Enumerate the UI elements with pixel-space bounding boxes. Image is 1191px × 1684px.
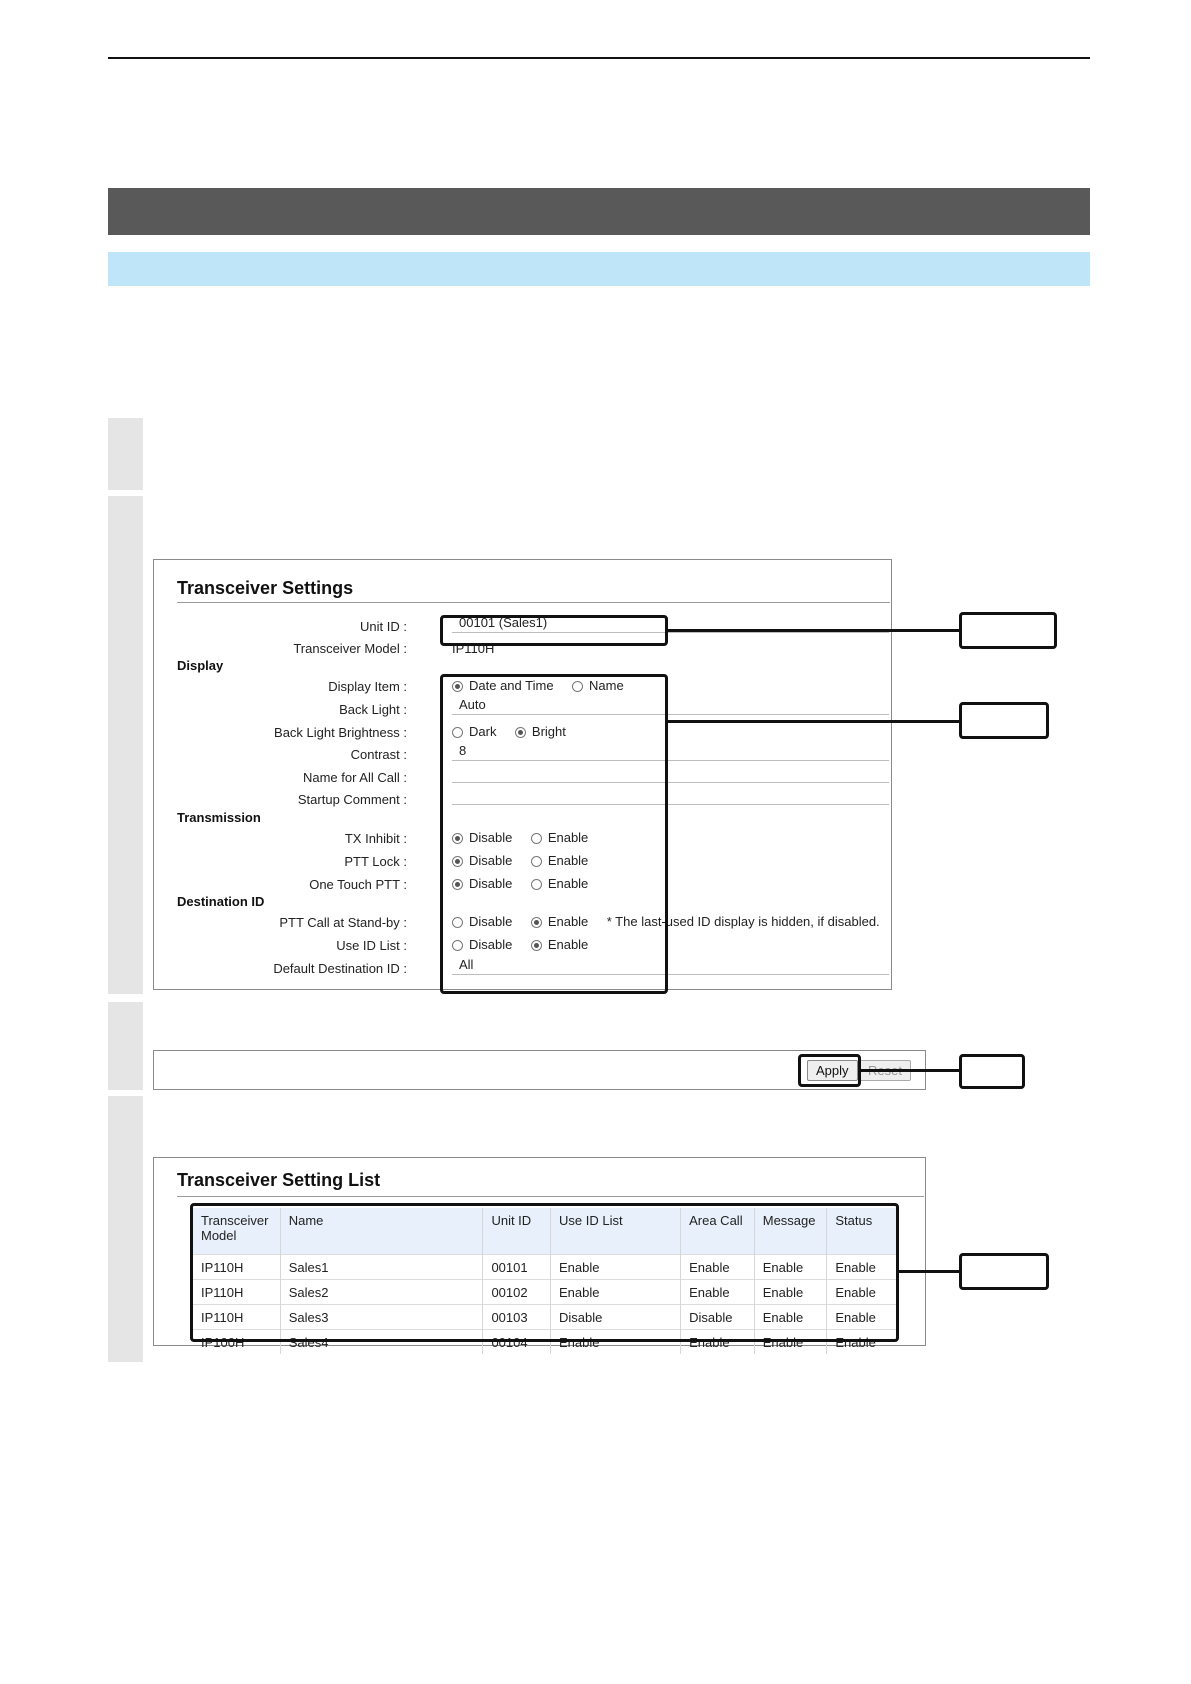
cell: Enable	[754, 1280, 827, 1305]
list-title: Transceiver Setting List	[177, 1170, 381, 1190]
callout-list-table	[190, 1203, 899, 1342]
cell: Disable	[551, 1305, 681, 1330]
group-transmission: Transmission	[177, 810, 261, 825]
cell: 00104	[483, 1330, 551, 1355]
callout-leader-1	[667, 629, 960, 632]
one-touch-label: One Touch PTT :	[309, 877, 407, 892]
step-4-marker	[108, 1096, 143, 1362]
ptt-standby-enable[interactable]: Enable	[531, 914, 588, 929]
use-id-list-enable[interactable]: Enable	[531, 937, 588, 952]
step-1-marker	[108, 418, 143, 490]
cell: Enable	[827, 1330, 899, 1355]
ptt-lock-label: PTT Lock :	[344, 854, 407, 869]
ptt-lock-disable[interactable]: Disable	[452, 853, 512, 868]
brightness-label: Back Light Brightness :	[274, 725, 407, 740]
header-rule	[108, 57, 1090, 59]
callout-settings-block	[440, 674, 668, 994]
subsection-heading-bar	[108, 252, 1090, 286]
model-label: Transceiver Model :	[293, 641, 407, 656]
brightness-bright[interactable]: Bright	[515, 724, 566, 739]
back-light-label: Back Light :	[339, 702, 407, 717]
unit-id-value[interactable]: 00101 (Sales1)	[459, 615, 548, 630]
ptt-standby-note: * The last-used ID display is hidden, if disabled.	[606, 914, 880, 929]
ptt-standby-disable[interactable]: Disable	[452, 914, 512, 929]
startup-comment-label: Startup Comment :	[297, 792, 407, 807]
ptt-lock-enable[interactable]: Enable	[531, 853, 588, 868]
callout-leader-4	[898, 1270, 960, 1273]
cell: IP110H	[193, 1280, 280, 1305]
unit-id-label: Unit ID :	[360, 619, 407, 634]
col-unit-id: Unit ID	[483, 1208, 551, 1255]
cell: Disable	[681, 1305, 755, 1330]
panel-title: Transceiver Settings	[177, 578, 354, 598]
cell: IP110H	[193, 1305, 280, 1330]
step-2-marker	[108, 496, 143, 994]
cell: 00101	[483, 1255, 551, 1280]
callout-leader-3	[860, 1069, 960, 1072]
cell: Enable	[827, 1255, 899, 1280]
use-id-list-label: Use ID List :	[336, 938, 407, 953]
cell: Enable	[551, 1255, 681, 1280]
cell: Enable	[681, 1255, 755, 1280]
cell: 00103	[483, 1305, 551, 1330]
callout-box-2	[959, 702, 1049, 739]
callout-box-4	[959, 1253, 1049, 1290]
callout-leader-2	[667, 720, 960, 723]
col-use-id-list: Use ID List	[551, 1208, 681, 1255]
cell: IP110H	[193, 1255, 280, 1280]
cell: Enable	[754, 1255, 827, 1280]
model-value: IP110H	[452, 641, 495, 656]
tx-inhibit-disable[interactable]: Disable	[452, 830, 512, 845]
cell: Enable	[827, 1305, 899, 1330]
group-destination: Destination ID	[177, 894, 265, 909]
cell: Enable	[681, 1330, 755, 1355]
apply-button[interactable]: Apply	[807, 1060, 858, 1081]
one-touch-enable[interactable]: Enable	[531, 876, 588, 891]
cell: IP100H	[193, 1330, 280, 1355]
cell: 00102	[483, 1280, 551, 1305]
col-message: Message	[754, 1208, 827, 1255]
section-heading-bar	[108, 188, 1090, 235]
name-all-call-label: Name for All Call :	[302, 770, 407, 785]
display-item-date-time[interactable]: Date and Time	[452, 678, 554, 693]
callout-apply	[798, 1054, 861, 1087]
cell: Enable	[551, 1280, 681, 1305]
callout-unit-id	[440, 615, 668, 646]
contrast-label: Contrast :	[350, 747, 407, 762]
ptt-standby-label: PTT Call at Stand-by :	[279, 915, 407, 930]
cell: Sales1	[280, 1255, 483, 1280]
title-rule	[177, 602, 890, 603]
callout-box-3	[959, 1054, 1025, 1089]
cell: Enable	[681, 1280, 755, 1305]
cell: Sales2	[280, 1280, 483, 1305]
cell: Sales3	[280, 1305, 483, 1330]
contrast-value[interactable]: 8	[459, 743, 467, 758]
brightness-dark[interactable]: Dark	[452, 724, 496, 739]
cell: Enable	[551, 1330, 681, 1355]
default-dest-value[interactable]: All	[459, 957, 474, 972]
col-area-call: Area Call	[681, 1208, 755, 1255]
display-item-label: Display Item :	[328, 679, 407, 694]
tx-inhibit-enable[interactable]: Enable	[531, 830, 588, 845]
step-3-marker	[108, 1002, 143, 1090]
callout-box-1	[959, 612, 1057, 649]
cell: Enable	[827, 1280, 899, 1305]
tx-inhibit-label: TX Inhibit :	[344, 831, 407, 846]
display-item-name[interactable]: Name	[572, 678, 624, 693]
cell: Sales4	[280, 1330, 483, 1355]
cell: Enable	[754, 1305, 827, 1330]
use-id-list-disable[interactable]: Disable	[452, 937, 512, 952]
back-light-value[interactable]: Auto	[459, 697, 486, 712]
group-display: Display	[177, 658, 224, 673]
col-name: Name	[280, 1208, 483, 1255]
list-title-rule	[177, 1196, 924, 1197]
one-touch-disable[interactable]: Disable	[452, 876, 512, 891]
default-dest-label: Default Destination ID :	[273, 961, 407, 976]
col-status: Status	[827, 1208, 899, 1255]
cell: Enable	[754, 1330, 827, 1355]
col-model: Transceiver Model	[193, 1208, 280, 1255]
